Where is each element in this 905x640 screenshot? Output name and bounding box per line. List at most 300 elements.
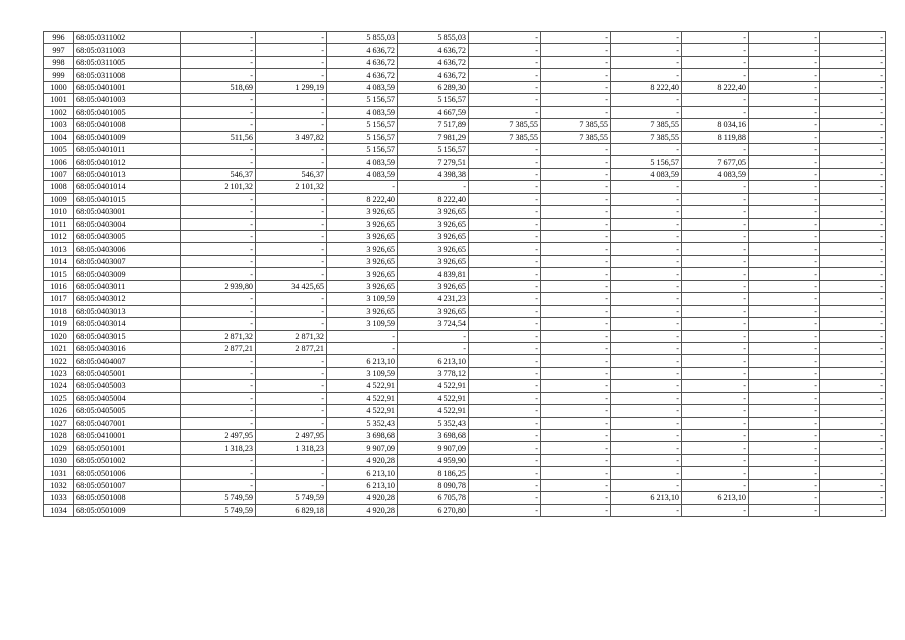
value-cell: -: [749, 231, 820, 243]
value-cell: -: [611, 417, 682, 429]
cadastral-code-cell: 68:05:0404007: [74, 355, 181, 367]
value-cell: -: [256, 32, 327, 44]
value-cell: -: [682, 392, 749, 404]
value-cell: -: [611, 405, 682, 417]
row-number-cell: 996: [44, 32, 74, 44]
row-number-cell: 1014: [44, 255, 74, 267]
value-cell: -: [256, 293, 327, 305]
value-cell: -: [749, 206, 820, 218]
value-cell: -: [820, 32, 886, 44]
row-number-cell: 998: [44, 56, 74, 68]
value-cell: -: [749, 479, 820, 491]
value-cell: -: [611, 367, 682, 379]
cadastral-code-cell: 68:05:0401012: [74, 156, 181, 168]
table-row: [44, 119, 886, 131]
value-cell: -: [469, 454, 541, 466]
value-cell: -: [611, 69, 682, 81]
table-row: [44, 318, 886, 330]
cadastral-code-cell: 68:05:0501006: [74, 467, 181, 479]
value-cell: -: [469, 405, 541, 417]
value-cell: -: [682, 454, 749, 466]
value-cell: 5 352,43: [398, 417, 469, 429]
table-row: [44, 143, 886, 155]
row-number-cell: 1022: [44, 355, 74, 367]
row-number-cell: 1015: [44, 268, 74, 280]
cadastral-code-cell: 68:05:0401014: [74, 181, 181, 193]
value-cell: -: [749, 355, 820, 367]
value-cell: -: [611, 293, 682, 305]
value-cell: -: [682, 181, 749, 193]
value-cell: -: [820, 467, 886, 479]
value-cell: 5 855,03: [398, 32, 469, 44]
table-row: [44, 467, 886, 479]
value-cell: -: [181, 479, 256, 491]
cadastral-code-cell: 68:05:0501001: [74, 442, 181, 454]
value-cell: 4 636,72: [398, 44, 469, 56]
value-cell: -: [398, 342, 469, 354]
table-row: [44, 231, 886, 243]
value-cell: -: [541, 81, 611, 93]
value-cell: -: [749, 106, 820, 118]
row-number-cell: 1031: [44, 467, 74, 479]
value-cell: 2 497,95: [181, 430, 256, 442]
value-cell: 3 109,59: [327, 293, 398, 305]
value-cell: 4 839,81: [398, 268, 469, 280]
value-cell: -: [682, 305, 749, 317]
value-cell: -: [541, 417, 611, 429]
value-cell: 1 318,23: [256, 442, 327, 454]
value-cell: -: [820, 181, 886, 193]
value-cell: -: [611, 44, 682, 56]
value-cell: -: [682, 467, 749, 479]
value-cell: 3 926,65: [327, 268, 398, 280]
value-cell: -: [541, 342, 611, 354]
value-cell: -: [181, 94, 256, 106]
row-number-cell: 1024: [44, 380, 74, 392]
row-number-cell: 997: [44, 44, 74, 56]
cadastral-code-cell: 68:05:0403009: [74, 268, 181, 280]
value-cell: -: [749, 293, 820, 305]
value-cell: -: [541, 504, 611, 516]
value-cell: -: [541, 367, 611, 379]
value-cell: -: [820, 280, 886, 292]
value-cell: -: [820, 330, 886, 342]
value-cell: -: [541, 305, 611, 317]
value-cell: 4 083,59: [611, 168, 682, 180]
value-cell: -: [181, 119, 256, 131]
value-cell: 3 926,65: [398, 231, 469, 243]
row-number-cell: 1021: [44, 342, 74, 354]
cadastral-code-cell: 68:05:0403011: [74, 280, 181, 292]
value-cell: -: [611, 467, 682, 479]
table-row: [44, 380, 886, 392]
value-cell: -: [749, 417, 820, 429]
row-number-cell: 1028: [44, 430, 74, 442]
table-row: [44, 417, 886, 429]
value-cell: 1 318,23: [181, 442, 256, 454]
value-cell: -: [749, 32, 820, 44]
value-cell: -: [256, 143, 327, 155]
table-row: [44, 355, 886, 367]
cadastral-code-cell: 68:05:0401015: [74, 193, 181, 205]
value-cell: -: [682, 106, 749, 118]
value-cell: -: [749, 330, 820, 342]
value-cell: -: [469, 94, 541, 106]
value-cell: -: [682, 143, 749, 155]
value-cell: -: [327, 342, 398, 354]
value-cell: -: [541, 206, 611, 218]
cadastral-code-cell: 68:05:0403014: [74, 318, 181, 330]
value-cell: -: [541, 156, 611, 168]
value-cell: -: [256, 243, 327, 255]
value-cell: -: [682, 504, 749, 516]
value-cell: 6 213,10: [327, 467, 398, 479]
value-cell: -: [749, 193, 820, 205]
value-cell: -: [820, 504, 886, 516]
table-row: [44, 479, 886, 491]
table-row: [44, 255, 886, 267]
value-cell: -: [611, 268, 682, 280]
value-cell: -: [611, 280, 682, 292]
value-cell: -: [682, 330, 749, 342]
value-cell: -: [820, 193, 886, 205]
row-number-cell: 1005: [44, 143, 74, 155]
value-cell: -: [682, 318, 749, 330]
value-cell: 3 926,65: [398, 280, 469, 292]
value-cell: -: [256, 380, 327, 392]
value-cell: -: [611, 243, 682, 255]
value-cell: -: [749, 268, 820, 280]
value-cell: -: [256, 417, 327, 429]
value-cell: -: [181, 268, 256, 280]
value-cell: -: [820, 305, 886, 317]
value-cell: -: [682, 380, 749, 392]
value-cell: 7 677,05: [682, 156, 749, 168]
value-cell: -: [469, 255, 541, 267]
cadastral-code-cell: 68:05:0405003: [74, 380, 181, 392]
table-row: [44, 405, 886, 417]
value-cell: -: [469, 479, 541, 491]
value-cell: 5 156,57: [398, 94, 469, 106]
row-number-cell: 1026: [44, 405, 74, 417]
value-cell: -: [682, 268, 749, 280]
cadastral-code-cell: 68:05:0403004: [74, 218, 181, 230]
value-cell: -: [541, 32, 611, 44]
cadastral-code-cell: 68:05:0410001: [74, 430, 181, 442]
row-number-cell: 1013: [44, 243, 74, 255]
row-number-cell: 1032: [44, 479, 74, 491]
cadastral-code-cell: 68:05:0403016: [74, 342, 181, 354]
value-cell: 4 083,59: [327, 168, 398, 180]
value-cell: -: [541, 218, 611, 230]
value-cell: -: [256, 255, 327, 267]
value-cell: -: [611, 330, 682, 342]
value-cell: 7 385,55: [541, 131, 611, 143]
value-cell: 4 083,59: [682, 168, 749, 180]
value-cell: -: [611, 380, 682, 392]
value-cell: -: [820, 367, 886, 379]
value-cell: -: [181, 243, 256, 255]
value-cell: -: [749, 56, 820, 68]
value-cell: -: [181, 32, 256, 44]
value-cell: 4 667,59: [398, 106, 469, 118]
value-cell: 3 497,82: [256, 131, 327, 143]
value-cell: 4 920,28: [327, 454, 398, 466]
value-cell: -: [469, 442, 541, 454]
cadastral-code-cell: 68:05:0401009: [74, 131, 181, 143]
row-number-cell: 1004: [44, 131, 74, 143]
table-row: [44, 218, 886, 230]
value-cell: -: [469, 467, 541, 479]
cadastral-code-cell: 68:05:0405001: [74, 367, 181, 379]
value-cell: 3 926,65: [398, 255, 469, 267]
value-cell: -: [820, 143, 886, 155]
value-cell: -: [749, 44, 820, 56]
value-cell: 3 926,65: [398, 206, 469, 218]
value-cell: -: [820, 94, 886, 106]
value-cell: -: [469, 417, 541, 429]
value-cell: -: [256, 231, 327, 243]
row-number-cell: 1016: [44, 280, 74, 292]
value-cell: 5 749,59: [256, 492, 327, 504]
row-number-cell: 1002: [44, 106, 74, 118]
value-cell: 8 222,40: [327, 193, 398, 205]
value-cell: -: [541, 318, 611, 330]
value-cell: -: [820, 342, 886, 354]
value-cell: -: [749, 442, 820, 454]
table-row: [44, 392, 886, 404]
value-cell: -: [181, 293, 256, 305]
cadastral-code-cell: 68:05:0311008: [74, 69, 181, 81]
table-body: [44, 32, 886, 517]
value-cell: 8 186,25: [398, 467, 469, 479]
value-cell: -: [682, 218, 749, 230]
value-cell: 7 385,55: [541, 119, 611, 131]
value-cell: 518,69: [181, 81, 256, 93]
cadastral-code-cell: 68:05:0401001: [74, 81, 181, 93]
value-cell: -: [820, 69, 886, 81]
value-cell: 2 877,21: [181, 342, 256, 354]
value-cell: 7 981,29: [398, 131, 469, 143]
value-cell: 6 270,80: [398, 504, 469, 516]
cadastral-code-cell: 68:05:0501008: [74, 492, 181, 504]
value-cell: 6 213,10: [327, 355, 398, 367]
value-cell: 7 517,89: [398, 119, 469, 131]
cadastral-code-cell: 68:05:0403013: [74, 305, 181, 317]
value-cell: -: [541, 106, 611, 118]
value-cell: -: [820, 293, 886, 305]
table-row: [44, 305, 886, 317]
value-cell: -: [541, 255, 611, 267]
table-row: [44, 106, 886, 118]
value-cell: -: [611, 342, 682, 354]
value-cell: -: [469, 330, 541, 342]
value-cell: -: [541, 405, 611, 417]
value-cell: -: [611, 392, 682, 404]
cadastral-code-cell: 68:05:0311003: [74, 44, 181, 56]
value-cell: -: [611, 193, 682, 205]
value-cell: 3 926,65: [398, 243, 469, 255]
cadastral-code-cell: 68:05:0403012: [74, 293, 181, 305]
value-cell: 5 156,57: [327, 94, 398, 106]
value-cell: -: [541, 492, 611, 504]
value-cell: -: [469, 380, 541, 392]
value-cell: -: [256, 193, 327, 205]
table-row: [44, 342, 886, 354]
value-cell: -: [682, 293, 749, 305]
row-number-cell: 1007: [44, 168, 74, 180]
cadastral-code-cell: 68:05:0311002: [74, 32, 181, 44]
value-cell: -: [256, 106, 327, 118]
row-number-cell: 1008: [44, 181, 74, 193]
value-cell: 6 213,10: [682, 492, 749, 504]
value-cell: -: [820, 255, 886, 267]
value-cell: -: [611, 143, 682, 155]
row-number-cell: 1009: [44, 193, 74, 205]
cadastral-code-cell: 68:05:0501009: [74, 504, 181, 516]
cadastral-code-cell: 68:05:0401003: [74, 94, 181, 106]
value-cell: -: [256, 355, 327, 367]
value-cell: 2 497,95: [256, 430, 327, 442]
value-cell: -: [469, 181, 541, 193]
table-row: [44, 69, 886, 81]
value-cell: -: [611, 206, 682, 218]
value-cell: -: [256, 479, 327, 491]
value-cell: -: [469, 106, 541, 118]
value-cell: -: [469, 367, 541, 379]
value-cell: -: [820, 405, 886, 417]
table-row: [44, 44, 886, 56]
value-cell: -: [181, 467, 256, 479]
value-cell: -: [541, 69, 611, 81]
value-cell: -: [181, 218, 256, 230]
value-cell: -: [469, 44, 541, 56]
value-cell: -: [611, 94, 682, 106]
value-cell: -: [749, 81, 820, 93]
value-cell: 6 213,10: [327, 479, 398, 491]
value-cell: 4 636,72: [398, 56, 469, 68]
row-number-cell: 1010: [44, 206, 74, 218]
value-cell: -: [611, 454, 682, 466]
value-cell: -: [256, 218, 327, 230]
row-number-cell: 1027: [44, 417, 74, 429]
row-number-cell: 1006: [44, 156, 74, 168]
value-cell: -: [682, 255, 749, 267]
value-cell: -: [820, 243, 886, 255]
value-cell: -: [181, 56, 256, 68]
value-cell: -: [541, 143, 611, 155]
value-cell: -: [611, 255, 682, 267]
value-cell: -: [749, 392, 820, 404]
value-cell: 7 385,55: [469, 131, 541, 143]
table-row: [44, 367, 886, 379]
value-cell: 5 156,57: [398, 143, 469, 155]
value-cell: -: [611, 305, 682, 317]
table-row: [44, 193, 886, 205]
value-cell: -: [749, 69, 820, 81]
row-number-cell: 1034: [44, 504, 74, 516]
row-number-cell: 1033: [44, 492, 74, 504]
value-cell: 4 522,91: [398, 380, 469, 392]
table-row: [44, 430, 886, 442]
value-cell: 4 083,59: [327, 106, 398, 118]
value-cell: -: [749, 243, 820, 255]
value-cell: -: [541, 280, 611, 292]
value-cell: -: [469, 280, 541, 292]
value-cell: 5 156,57: [327, 131, 398, 143]
value-cell: -: [469, 32, 541, 44]
value-cell: -: [682, 69, 749, 81]
value-cell: 5 855,03: [327, 32, 398, 44]
cadastral-code-cell: 68:05:0403006: [74, 243, 181, 255]
value-cell: 5 156,57: [327, 119, 398, 131]
value-cell: -: [611, 231, 682, 243]
value-cell: 3 109,59: [327, 318, 398, 330]
value-cell: -: [682, 32, 749, 44]
value-cell: -: [469, 355, 541, 367]
value-cell: 5 749,59: [181, 492, 256, 504]
table-row: [44, 94, 886, 106]
table-row: [44, 293, 886, 305]
cadastral-code-cell: 68:05:0405004: [74, 392, 181, 404]
value-cell: -: [820, 44, 886, 56]
value-cell: -: [749, 143, 820, 155]
value-cell: 4 083,59: [327, 81, 398, 93]
table-row: [44, 181, 886, 193]
value-cell: -: [256, 454, 327, 466]
value-cell: -: [682, 280, 749, 292]
value-cell: 9 907,09: [327, 442, 398, 454]
value-cell: -: [541, 268, 611, 280]
value-cell: -: [749, 380, 820, 392]
value-cell: -: [541, 479, 611, 491]
value-cell: 3 926,65: [327, 231, 398, 243]
value-cell: -: [469, 392, 541, 404]
row-number-cell: 1029: [44, 442, 74, 454]
value-cell: -: [820, 168, 886, 180]
value-cell: -: [469, 243, 541, 255]
cadastral-code-cell: 68:05:0501007: [74, 479, 181, 491]
data-table: [43, 31, 886, 517]
value-cell: 4 522,91: [327, 380, 398, 392]
value-cell: 1 299,19: [256, 81, 327, 93]
value-cell: 3 926,65: [327, 280, 398, 292]
value-cell: 4 522,91: [398, 392, 469, 404]
value-cell: -: [749, 168, 820, 180]
table-row: [44, 280, 886, 292]
value-cell: -: [256, 44, 327, 56]
value-cell: -: [469, 218, 541, 230]
value-cell: -: [181, 392, 256, 404]
cadastral-code-cell: 68:05:0407001: [74, 417, 181, 429]
value-cell: 6 829,18: [256, 504, 327, 516]
value-cell: -: [682, 430, 749, 442]
cadastral-code-cell: 68:05:0401008: [74, 119, 181, 131]
value-cell: 2 101,32: [181, 181, 256, 193]
value-cell: -: [469, 156, 541, 168]
value-cell: -: [682, 355, 749, 367]
value-cell: 6 213,10: [611, 492, 682, 504]
value-cell: -: [820, 131, 886, 143]
value-cell: -: [541, 44, 611, 56]
value-cell: -: [469, 318, 541, 330]
value-cell: -: [256, 467, 327, 479]
value-cell: -: [682, 193, 749, 205]
value-cell: -: [541, 168, 611, 180]
value-cell: -: [541, 193, 611, 205]
value-cell: 511,56: [181, 131, 256, 143]
value-cell: 2 871,32: [181, 330, 256, 342]
